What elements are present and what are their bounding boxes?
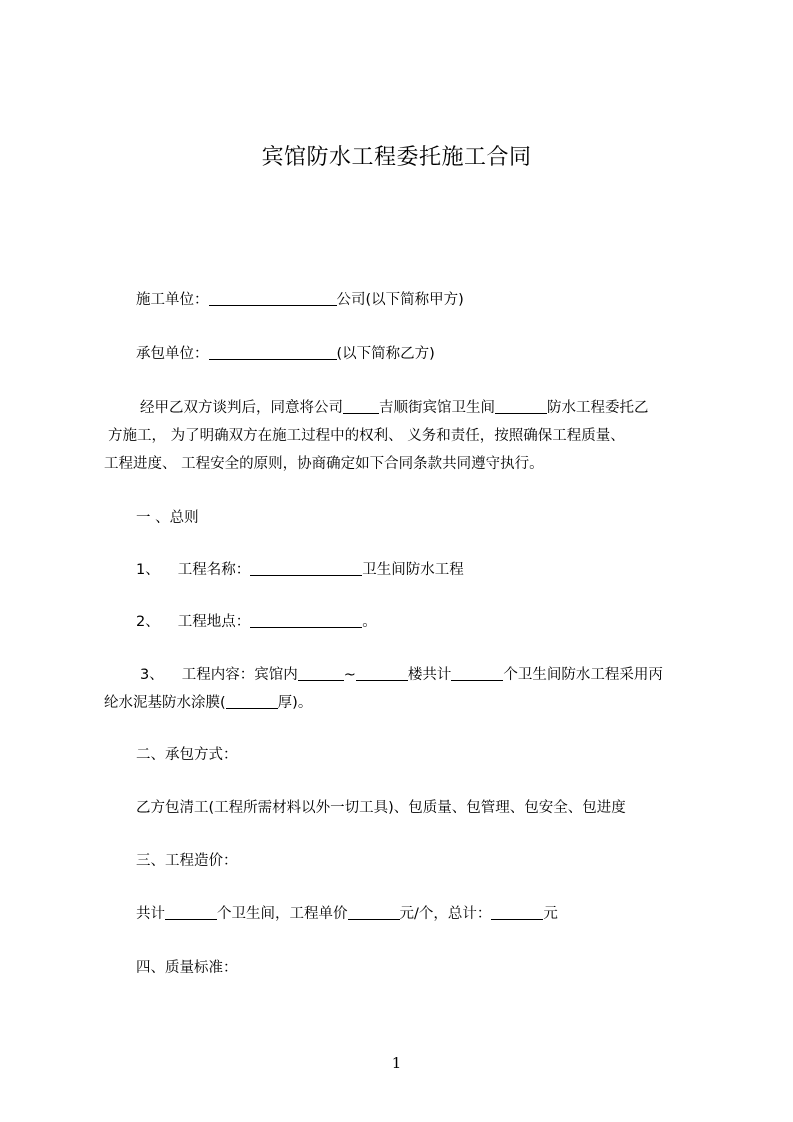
intro-text-b: 吉顺街宾馆卫生间 — [379, 400, 495, 416]
item-3-line-2 — [104, 689, 312, 717]
price-text-d: 元 — [543, 906, 558, 922]
item-3-blank-1 — [298, 664, 344, 681]
item-3-mid: 楼共计 — [407, 667, 452, 683]
price-blank-2 — [348, 903, 400, 920]
intro-line-1 — [140, 394, 649, 422]
section-3-heading: 三、工程造价： — [136, 853, 238, 869]
item-3-end: 个卫生间防水工程采用丙 — [503, 667, 663, 683]
item-1-number: 1、 — [136, 562, 160, 578]
item-2-number: 2、 — [136, 614, 160, 630]
price-blank-1 — [165, 903, 217, 920]
intro-line-2: 方施工， 为了明确双方在施工过程中的权利、 义务和责任，按照确保工程质量、 — [108, 428, 625, 444]
party-b-line — [136, 340, 435, 368]
item-1-line — [136, 556, 464, 584]
party-b-blank — [209, 343, 337, 360]
item-3-blank-4 — [226, 692, 278, 709]
item-1-suffix: 卫生间防水工程 — [362, 562, 464, 578]
intro-blank-1 — [343, 397, 379, 414]
item-3-line-1 — [140, 661, 663, 689]
document-title: 宾馆防水工程委托施工合同 — [261, 145, 532, 170]
intro-text-c: 防水工程委托乙 — [547, 400, 649, 416]
item-1-blank — [250, 559, 362, 576]
section-2-body: 乙方包清工(工程所需材料以外一切工具)、包质量、包管理、包安全、包进度 — [136, 800, 626, 816]
item-2-suffix: 。 — [362, 614, 377, 630]
intro-blank-2 — [495, 397, 547, 414]
item-3-label: 工程内容：宾馆内 — [181, 667, 298, 683]
party-a-suffix: 公司(以下简称甲方) — [336, 292, 464, 308]
item-3-number: 3、 — [140, 667, 164, 683]
price-text-c: 元/个，总计： — [399, 906, 492, 922]
intro-line-3: 工程进度、 工程安全的原则，协商确定如下合同条款共同遵守执行。 — [104, 456, 544, 472]
intro-text-a: 经甲乙双方谈判后，同意将公司 — [140, 400, 343, 416]
section-1-heading: 一 、总则 — [136, 510, 199, 526]
item-1-label: 工程名称： — [177, 562, 251, 578]
item-2-blank — [250, 611, 362, 628]
price-blank-3 — [491, 903, 543, 920]
item-3-blank-2 — [356, 664, 408, 681]
item-3-text-b: 厚)。 — [277, 695, 313, 711]
price-text-b: 个卫生间，工程单价 — [217, 906, 348, 922]
item-3-text-a: 纶水泥基防水涂膜( — [104, 695, 226, 711]
party-a-label: 施工单位： — [136, 292, 209, 308]
item-3-tilde: ~ — [343, 667, 356, 683]
party-a-line — [136, 286, 464, 314]
item-2-line — [136, 608, 377, 636]
party-b-suffix: (以下简称乙方) — [336, 346, 435, 362]
section-4-heading: 四、质量标准： — [136, 960, 238, 976]
item-2-label: 工程地点： — [177, 614, 251, 630]
price-line — [136, 900, 558, 928]
party-a-blank — [209, 289, 337, 306]
party-b-label: 承包单位： — [136, 346, 209, 362]
price-text-a: 共计 — [136, 906, 165, 922]
section-2-heading: 二、承包方式： — [136, 747, 238, 763]
item-3-blank-3 — [451, 664, 503, 681]
page-number: 1 — [391, 1054, 402, 1072]
